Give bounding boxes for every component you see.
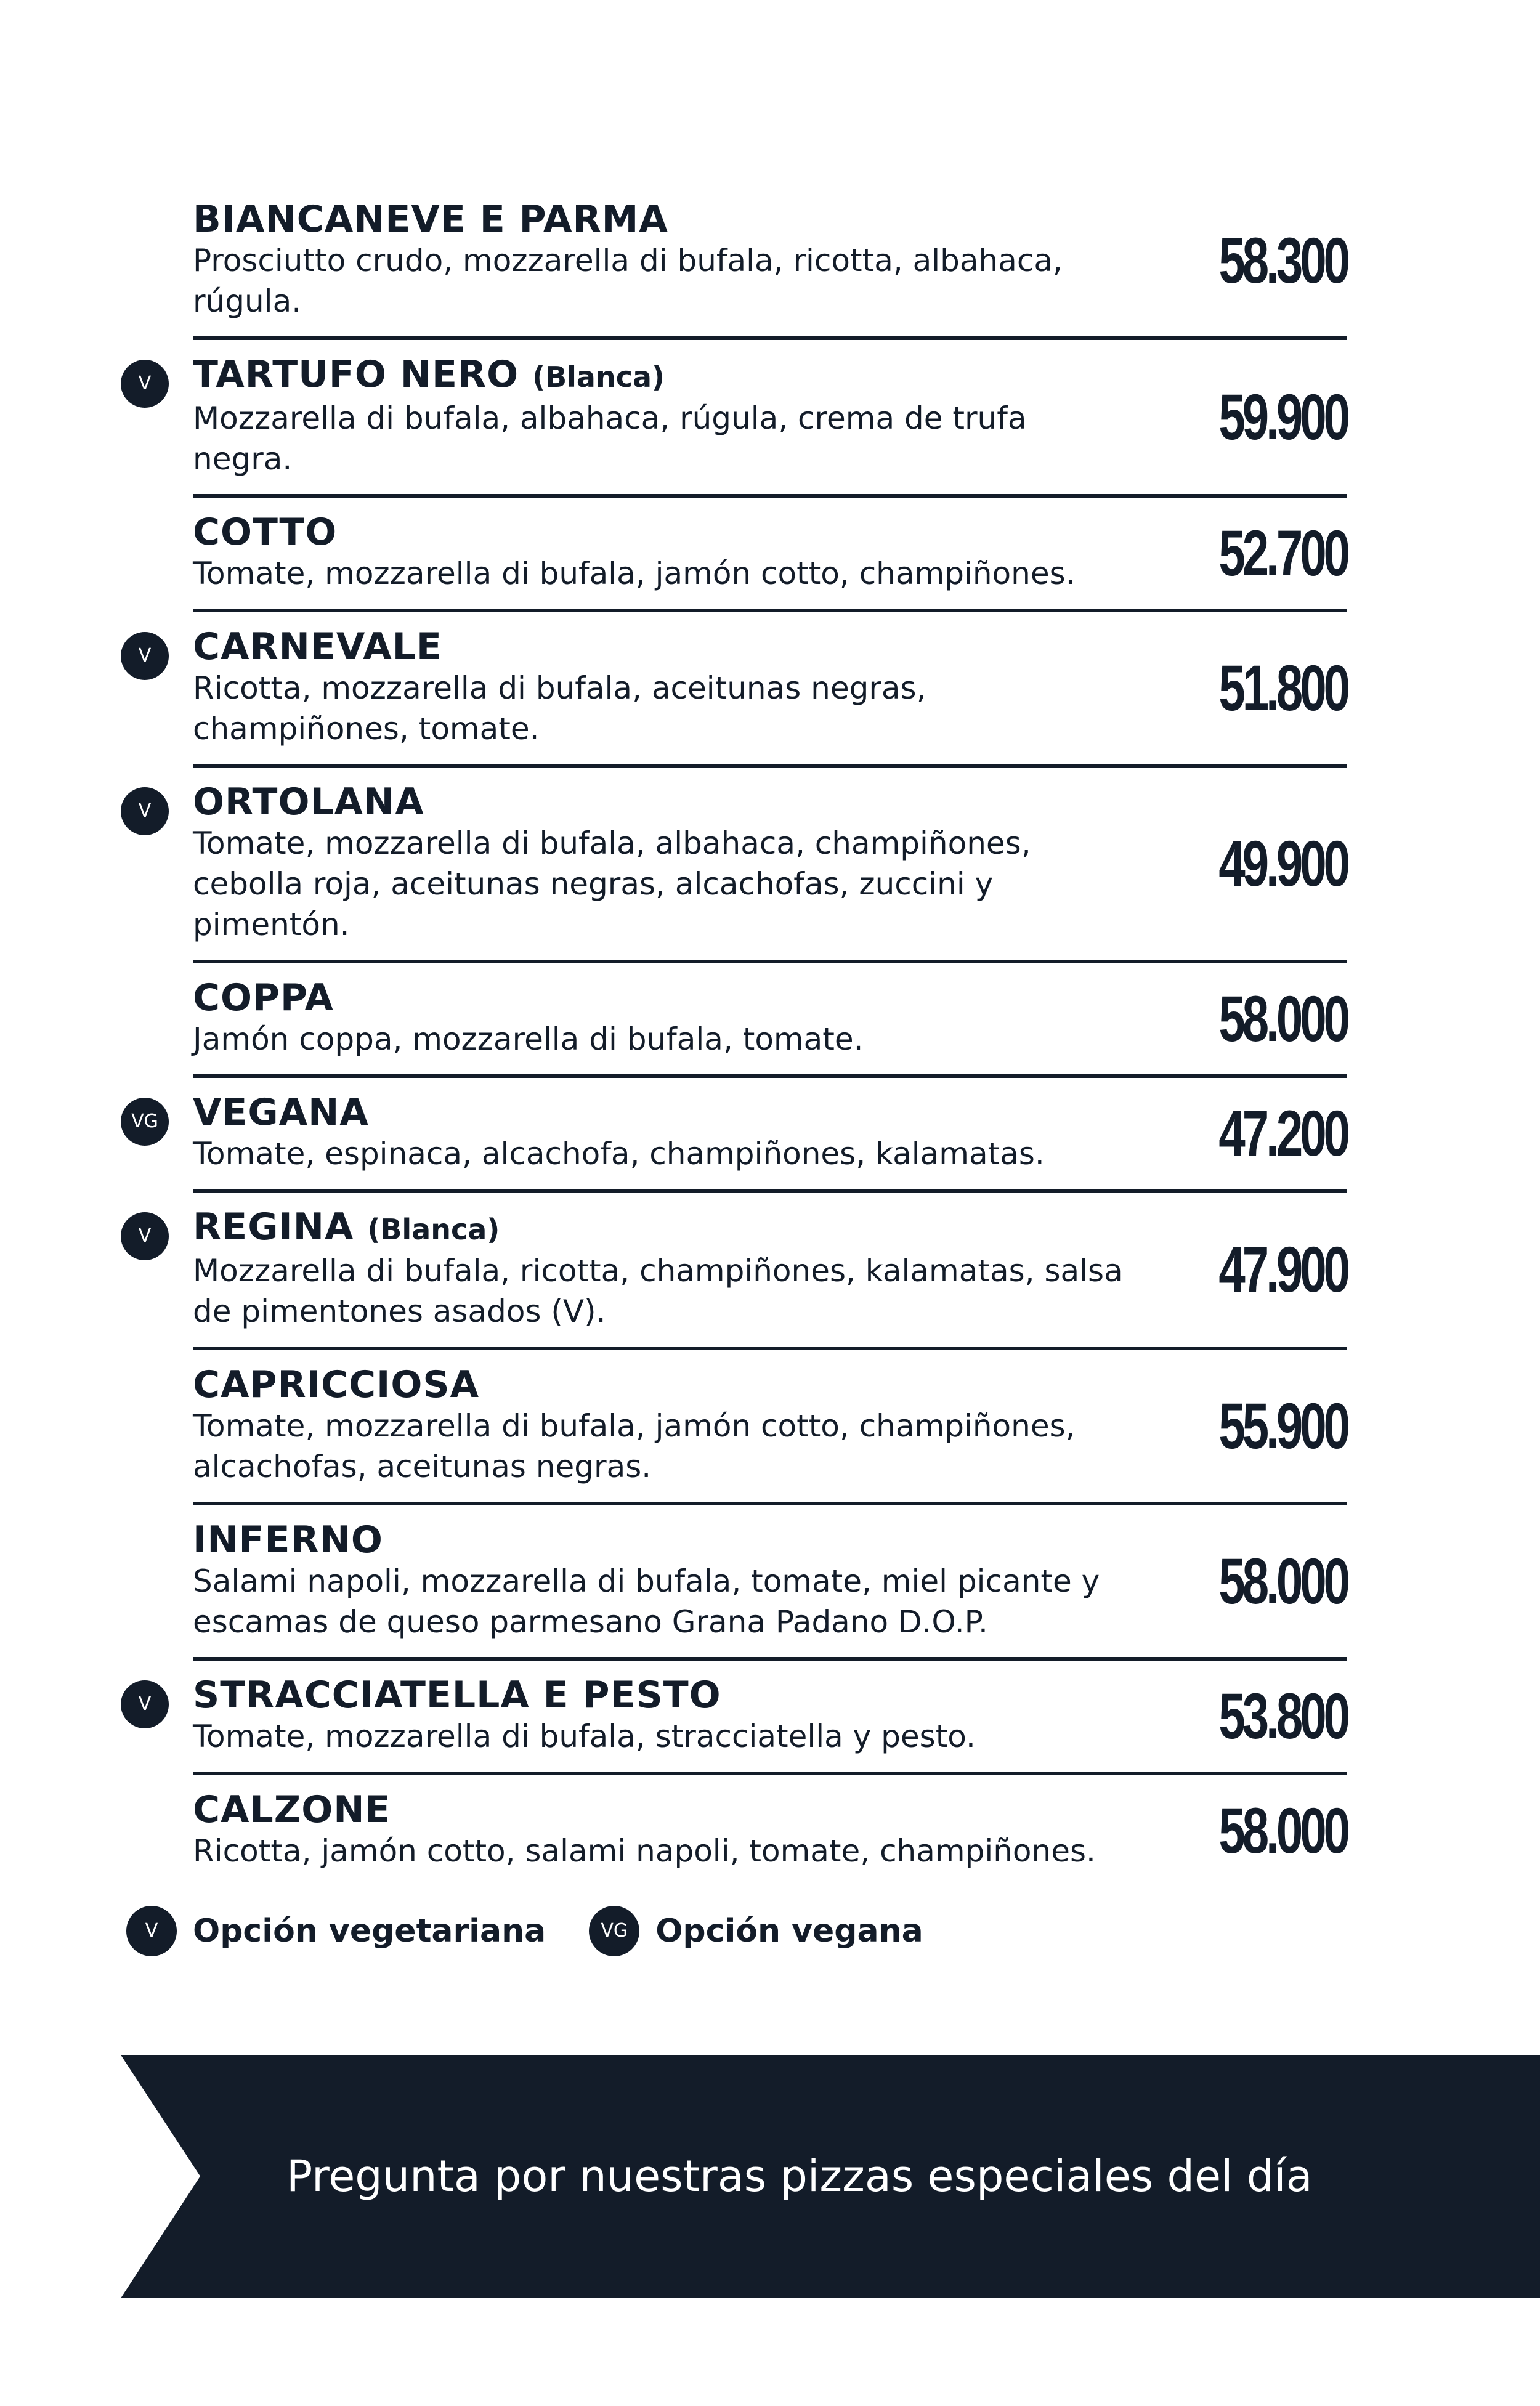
menu-item-price: 55.900	[1218, 1388, 1347, 1462]
vegan-badge-icon: VG	[589, 1906, 639, 1956]
menu-item-price: 47.900	[1218, 1232, 1347, 1306]
menu-item-calzone	[193, 1775, 1347, 1886]
menu-item-biancaneve-e-parma	[193, 185, 1347, 340]
menu-item-stracciatella-e-pesto	[138, 1661, 1347, 1775]
menu-item-title: BIANCANEVE E PARMA	[193, 198, 668, 241]
menu-item-coppa	[193, 963, 1347, 1078]
menu-item-price: 52.700	[1218, 516, 1347, 589]
menu-item-description: Prosciutto crudo, mozzarella di bufala, ricotta, albahaca, rúgula.	[193, 243, 1063, 319]
menu-item-description: Ricotta, jamón cotto, salami napoli, tomate, champiñones.	[193, 1833, 1096, 1869]
menu-item-ortolana	[138, 768, 1347, 963]
vegetarian-badge: V	[121, 1212, 169, 1260]
menu-item-note: (Blanca)	[532, 360, 665, 394]
menu-item-title: STRACCIATELLA E PESTO	[193, 1674, 721, 1717]
pizza-menu-list	[0, 185, 1540, 1886]
menu-item-title: REGINA (Blanca)	[193, 1205, 500, 1249]
vegetarian-badge: V	[121, 787, 169, 835]
menu-item-title: TARTUFO NERO (Blanca)	[193, 353, 665, 396]
menu-item-capricciosa	[193, 1350, 1347, 1505]
menu-item-price: 59.900	[1218, 379, 1347, 453]
legend-vegetarian-label: Opción vegetariana	[193, 1913, 546, 1950]
menu-item-description: Ricotta, mozzarella di bufala, aceitunas negras, champiñones, tomate.	[193, 670, 926, 747]
menu-item-description: Tomate, mozzarella di bufala, jamón cotto, champiñones.	[193, 556, 1076, 591]
menu-item-regina	[138, 1193, 1347, 1350]
menu-item-description: Salami napoli, mozzarella di bufala, tomate, miel picante y escamas de queso parmesano Grana Padano D.O.P.	[193, 1563, 1100, 1640]
vegetarian-badge-icon: V	[126, 1906, 177, 1956]
menu-item-price: 49.900	[1218, 826, 1347, 900]
menu-item-cotto	[193, 498, 1347, 612]
menu-item-note: (Blanca)	[367, 1213, 500, 1246]
vegetarian-badge: V	[121, 632, 169, 680]
menu-item-price: 58.000	[1218, 981, 1347, 1055]
vegetarian-badge: V	[121, 1680, 169, 1728]
menu-item-title: CARNEVALE	[193, 625, 442, 668]
menu-item-price: 47.200	[1218, 1096, 1347, 1170]
menu-item-tartufo-nero	[138, 340, 1347, 498]
menu-item-title: VEGANA	[193, 1091, 369, 1134]
menu-item-description: Mozzarella di bufala, ricotta, champiñones, kalamatas, salsa de pimentones asados (V).	[193, 1253, 1123, 1329]
specials-banner	[0, 2055, 1540, 2298]
legend-vegan-label: Opción vegana	[655, 1913, 923, 1950]
menu-item-inferno	[193, 1505, 1347, 1661]
menu-item-description: Tomate, mozzarella di bufala, albahaca, champiñones, cebolla roja, aceitunas negras, alcachofas, zuccini y pimentón.	[193, 825, 1031, 942]
legend-vegetarian	[126, 1906, 546, 1956]
menu-item-vegana	[131, 1078, 1347, 1193]
menu-item-carnevale	[138, 612, 1347, 768]
menu-item-title: COPPA	[193, 976, 334, 1019]
menu-item-title: CAPRICCIOSA	[193, 1363, 480, 1406]
menu-item-title: ORTOLANA	[193, 780, 424, 824]
vegetarian-badge: V	[121, 360, 169, 408]
menu-item-title: COTTO	[193, 511, 338, 554]
menu-item-description: Tomate, mozzarella di bufala, stracciatella y pesto.	[193, 1719, 976, 1754]
menu-item-title: INFERNO	[193, 1518, 383, 1561]
vegan-badge: VG	[121, 1098, 169, 1146]
menu-item-description: Tomate, mozzarella di bufala, jamón cotto, champiñones, alcachofas, aceitunas negras.	[193, 1408, 1076, 1485]
menu-item-price: 58.300	[1218, 223, 1347, 297]
menu-item-description: Mozzarella di bufala, albahaca, rúgula, crema de trufa negra.	[193, 400, 1027, 477]
menu-item-price: 58.000	[1218, 1793, 1347, 1867]
menu-item-price: 51.800	[1218, 650, 1347, 724]
menu-item-description: Tomate, espinaca, alcachofa, champiñones, kalamatas.	[193, 1136, 1045, 1172]
specials-banner-text: Pregunta por nuestras pizzas especiales del día	[286, 2151, 1313, 2201]
menu-item-title: CALZONE	[193, 1788, 391, 1831]
menu-item-price: 53.800	[1218, 1679, 1347, 1752]
menu-item-price: 58.000	[1218, 1544, 1347, 1618]
menu-item-description: Jamón coppa, mozzarella di bufala, tomate.	[193, 1021, 864, 1057]
legend-vegan	[589, 1906, 923, 1956]
dietary-legend	[126, 1903, 967, 1959]
